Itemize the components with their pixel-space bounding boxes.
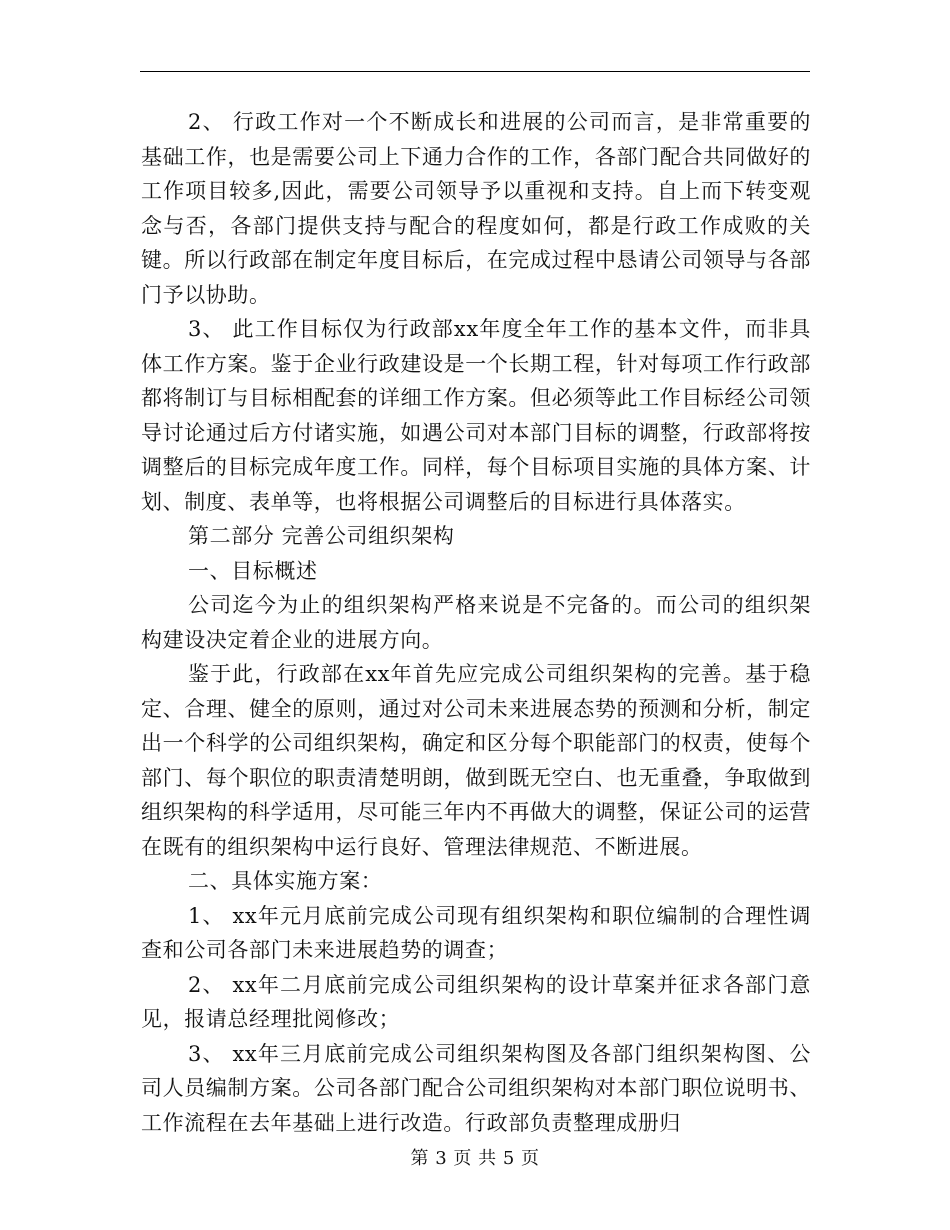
paragraph-admin-cooperation: 2、 行政工作对一个不断成长和进展的公司而言，是非常重要的基础工作，也是需要公司上下通力合作的工作，各部门配合共同做好的工作项目较多,因此，需要公司领导予以重视和支持。自上而下转变观念与否，各部门提供支持与配合的程度如何，都是行政工作成败的关键。所以行政部在制定年度目标后，在完成过程中恳请公司领导与各部门予以协助。	[141, 110, 811, 307]
subheading-implementation-plan: 二、具体实施方案：	[188, 869, 383, 893]
document-body	[141, 105, 811, 1140]
paragraph-work-goal-scope: 3、 此工作目标仅为行政部xx年度全年工作的基本文件，而非具体工作方案。鉴于企业行政建设是一个长期工程，针对每项工作行政部都将制订与目标相配套的详细工作方案。但必须等此工作目标经公司领导讨论通过后方付诸实施，如遇公司对本部门目标的调整，行政部将按调整后的目标完成年度工作。同样，每个目标项目实施的具体方案、计划、制度、表单等，也将根据公司调整后的目标进行具体落实。	[141, 317, 811, 514]
header-rule	[140, 71, 810, 72]
list-item-step-2: 2、 xx年二月底前完成公司组织架构的设计草案并征求各部门意见，报请总经理批阅修改；	[141, 972, 811, 1031]
paragraph-org-structure-plan: 鉴于此，行政部在xx年首先应完成公司组织架构的完善。基于稳定、合理、健全的原则，通过对公司未来进展态势的预测和分析，制定出一个科学的公司组织架构，确定和区分每个职能部门的权责，使每个部门、每个职位的职责清楚明朗，做到既无空白、也无重叠，争取做到组织架构的科学适用，尽可能三年内不再做大的调整，保证公司的运营在既有的组织架构中运行良好、管理法律规范、不断进展。	[141, 662, 811, 859]
paragraph-org-structure-status: 公司迄今为止的组织架构严格来说是不完备的。而公司的组织架构建设决定着企业的进展方向。	[141, 593, 811, 652]
page-number-footer: 第 3 页 共 5 页	[410, 1148, 540, 1169]
list-item-step-1: 1、 xx年元月底前完成公司现有组织架构和职位编制的合理性调查和公司各部门未来进展趋势的调查；	[141, 903, 811, 962]
section-heading-part-two: 第二部分 完善公司组织架构	[188, 524, 455, 548]
list-item-step-3: 3、 xx年三月底前完成公司组织架构图及各部门组织架构图、公司人员编制方案。公司各部门配合公司组织架构对本部门职位说明书、工作流程在去年基础上进行改造。行政部负责整理成册归	[141, 1041, 811, 1135]
subheading-goal-overview: 一、目标概述	[188, 558, 318, 583]
